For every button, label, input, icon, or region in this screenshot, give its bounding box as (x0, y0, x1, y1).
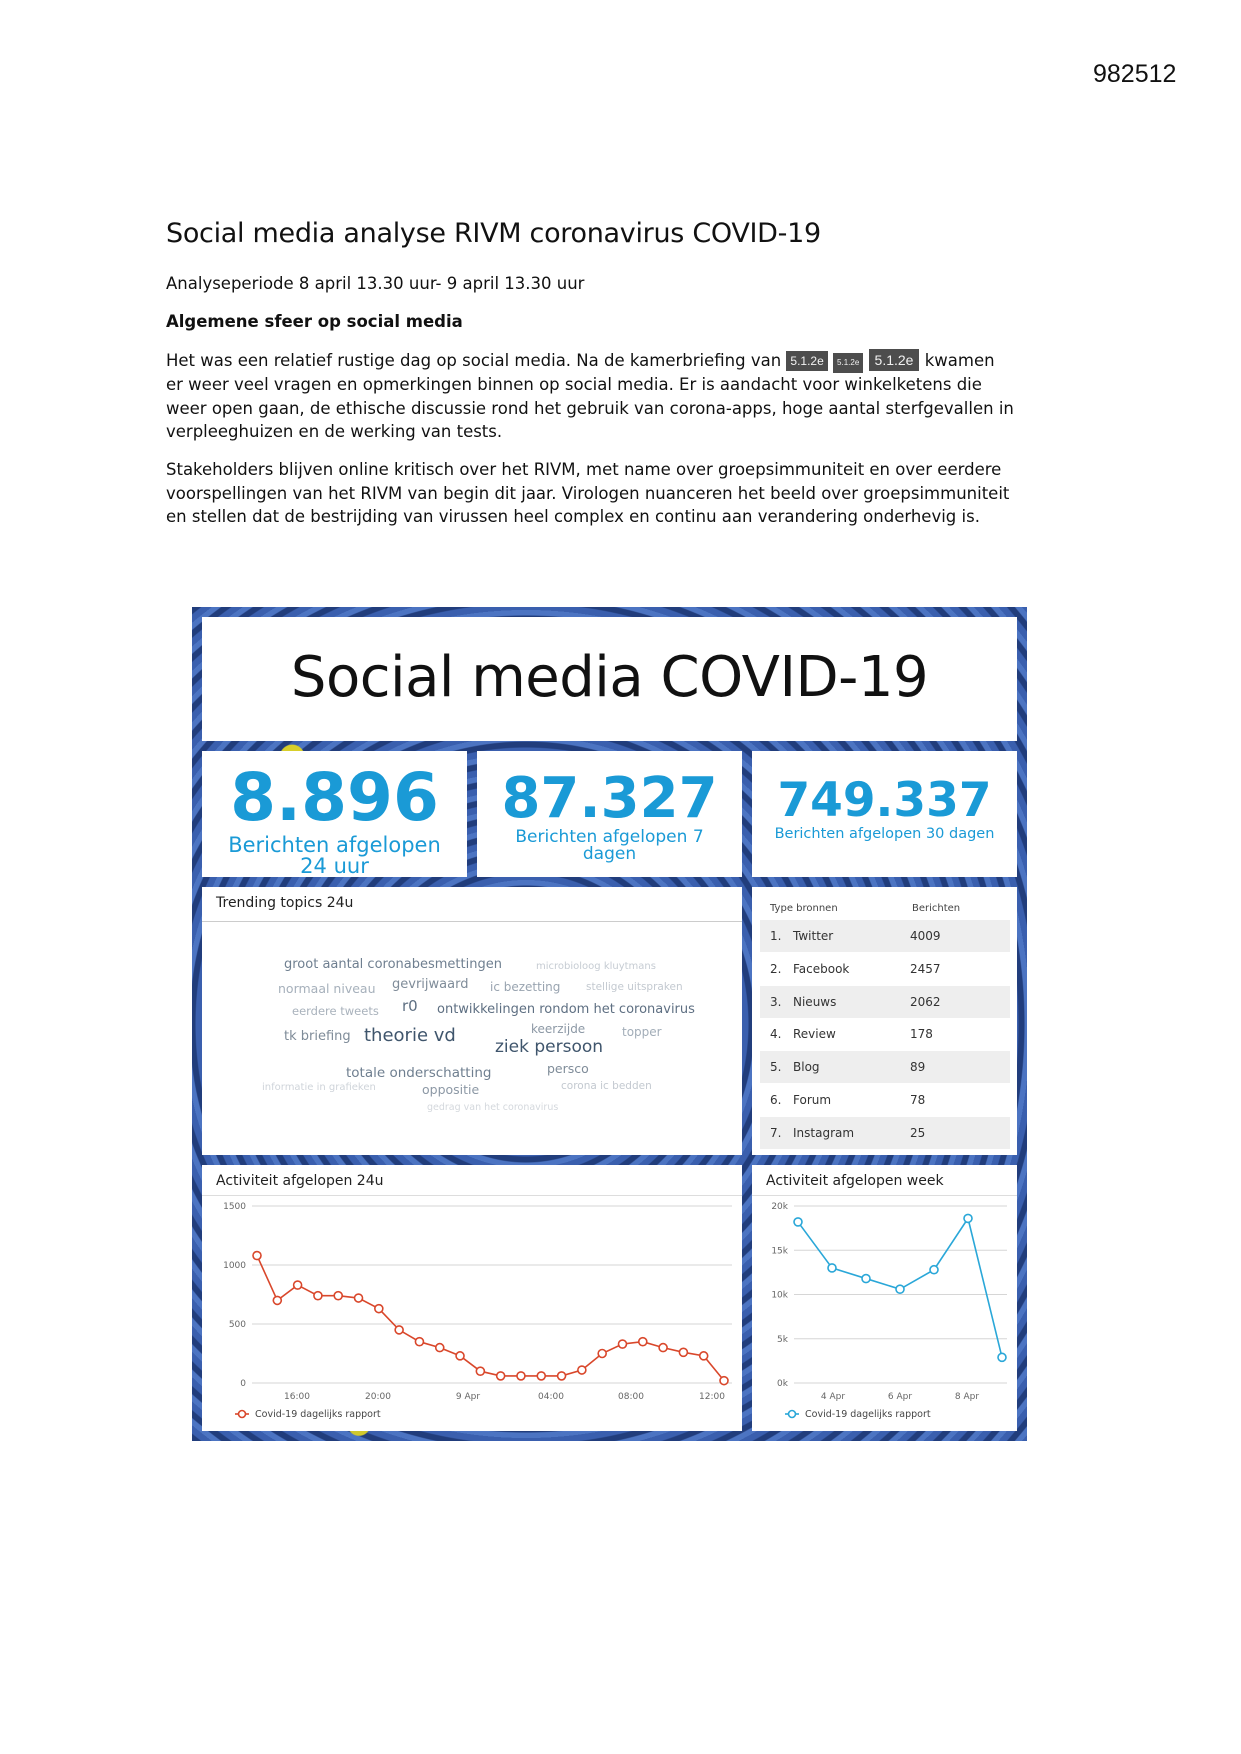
data-point (375, 1305, 383, 1313)
column-header-type: Type bronnen (770, 903, 838, 914)
topic-word: r0 (402, 997, 418, 1015)
dashboard-title: Social media COVID-19 (290, 645, 929, 710)
topic-word: ic bezetting (490, 980, 561, 994)
data-point (578, 1366, 586, 1374)
redaction-marker: 5.1.2e (869, 349, 920, 371)
sources-row (760, 986, 1010, 1018)
data-point (930, 1266, 938, 1274)
row-count: 178 (910, 1027, 933, 1042)
activity-week-card (752, 1165, 1017, 1431)
data-point (618, 1340, 626, 1348)
data-point (415, 1338, 423, 1346)
topic-word: totale onderschatting (346, 1065, 492, 1081)
stat-24h (202, 751, 467, 877)
y-tick-label: 5k (777, 1334, 788, 1345)
legend-label: Covid-19 dagelijks rapport (255, 1409, 381, 1420)
row-rank: 1. (770, 929, 782, 943)
sources-table (752, 887, 1017, 1155)
stat-30d (752, 751, 1017, 877)
row-source-name: Facebook (793, 961, 850, 976)
paragraph-intro-end: kwamen er weer veel vragen en opmerkingen binnen op social media. Er is aandacht voor winkelketens die weer open gaan, de ethische discussie rond het gebruik van corona-apps, hoge aantal sterfgevallen in verpleeghuizen en de werking van tests. (166, 351, 1014, 441)
data-point (720, 1377, 728, 1385)
data-point (659, 1344, 667, 1352)
legend-marker (239, 1411, 246, 1418)
section-heading: Algemene sfeer op social media (166, 312, 463, 331)
data-point (436, 1344, 444, 1352)
data-point (828, 1264, 836, 1272)
page-title: Social media analyse RIVM coronavirus COVID-19 (166, 218, 821, 249)
data-point (314, 1292, 322, 1300)
dashboard-header (202, 617, 1017, 741)
data-point (355, 1294, 363, 1302)
data-point (253, 1252, 261, 1260)
topic-word: normaal niveau (278, 981, 376, 996)
data-point (639, 1338, 647, 1346)
paragraph-intro (166, 349, 1016, 444)
topic-word: stellige uitspraken (586, 981, 683, 993)
activity-24h-title: Activiteit afgelopen 24u (216, 1173, 384, 1189)
data-point (334, 1292, 342, 1300)
topic-word: groot aantal coronabesmettingen (284, 957, 502, 972)
paragraph-stakeholders: Stakeholders blijven online kritisch over het RIVM, met name over groepsimmuniteit en over eerdere voorspellingen van het RIVM van begin dit jaar. Virologen nuanceren het beeld over groepsimmuniteit en stellen dat de bestrijding van virussen heel complex en continu aan verandering onderhevig is. (166, 460, 1010, 526)
data-point (558, 1372, 566, 1380)
y-tick-label: 15k (771, 1246, 788, 1257)
data-point (998, 1353, 1006, 1361)
x-tick-label: 20:00 (365, 1392, 391, 1402)
topic-word: tk briefing (284, 1029, 351, 1044)
data-point (794, 1218, 802, 1226)
topic-word: oppositie (422, 1082, 480, 1097)
redaction-marker: 5.1.2e (833, 353, 863, 373)
trending-topics-card (202, 887, 742, 1155)
sources-row (760, 920, 1010, 952)
data-point (964, 1214, 972, 1222)
row-count: 78 (910, 1093, 926, 1107)
y-tick-label: 0k (777, 1379, 788, 1389)
data-point (273, 1296, 281, 1304)
topic-word: gedrag van het coronavirus (427, 1102, 559, 1113)
topic-word: persco (547, 1061, 589, 1076)
activity-24h-card (202, 1165, 742, 1431)
y-tick-label: 10k (771, 1290, 788, 1301)
row-source-name: Blog (793, 1060, 820, 1075)
dashboard-image (192, 607, 1027, 1441)
stat-label: Berichten afgelopen 7 dagen (515, 827, 704, 864)
row-count: 2062 (910, 994, 941, 1009)
data-point (456, 1352, 464, 1360)
topic-word: ziek persoon (495, 1037, 604, 1057)
stat-value: 749.337 (777, 773, 992, 828)
topic-word: informatie in grafieken (262, 1082, 376, 1093)
x-tick-label: 8 Apr (954, 1392, 980, 1402)
data-point (862, 1275, 870, 1283)
sources-row (760, 953, 1010, 985)
sources-row (760, 1018, 1010, 1050)
legend-label: Covid-19 dagelijks rapport (805, 1409, 931, 1420)
y-tick-label: 20k (771, 1202, 788, 1212)
x-tick-label: 9 Apr (455, 1392, 481, 1402)
y-tick-label: 1500 (223, 1202, 246, 1212)
stat-label: Berichten afgelopen 24 uur (228, 833, 441, 878)
trending-topics-title: Trending topics 24u (216, 895, 354, 911)
document-number: 982512 (1093, 60, 1177, 88)
row-rank: 5. (770, 1060, 782, 1075)
row-rank: 4. (770, 1027, 782, 1042)
y-tick-label: 500 (228, 1320, 246, 1330)
sources-row (760, 1051, 1010, 1083)
x-tick-label: 4 Apr (820, 1392, 846, 1402)
topic-word: gevrijwaard (392, 977, 469, 992)
topic-word: keerzijde (531, 1022, 586, 1036)
topic-word: eerdere tweets (292, 1004, 379, 1018)
x-tick-label: 6 Apr (887, 1392, 913, 1402)
sources-row (760, 1117, 1010, 1149)
row-rank: 2. (770, 961, 782, 976)
row-rank: 6. (770, 1093, 782, 1107)
x-tick-label: 12:00 (699, 1392, 725, 1402)
data-point (896, 1285, 904, 1293)
data-point (537, 1372, 545, 1380)
row-source-name: Instagram (793, 1125, 855, 1140)
topic-word: corona ic bedden (561, 1080, 652, 1092)
sources-row (760, 1084, 1010, 1116)
stat-label: Berichten afgelopen 30 dagen (774, 826, 995, 842)
row-count: 4009 (910, 929, 941, 943)
data-point (476, 1367, 484, 1375)
data-point (598, 1350, 606, 1358)
series-line (257, 1256, 724, 1381)
data-point (497, 1372, 505, 1380)
row-count: 25 (910, 1125, 926, 1140)
data-point (395, 1326, 403, 1334)
data-point (294, 1281, 302, 1289)
topic-word: topper (622, 1025, 662, 1039)
x-tick-label: 08:00 (618, 1392, 644, 1402)
topic-word: microbioloog kluytmans (536, 961, 656, 972)
x-tick-label: 16:00 (284, 1392, 310, 1402)
column-header-count: Berichten (912, 903, 961, 914)
topic-word: theorie vd (364, 1025, 456, 1046)
legend-marker (789, 1411, 796, 1418)
stat-value: 87.327 (501, 766, 718, 831)
data-point (679, 1348, 687, 1356)
row-source-name: Twitter (793, 929, 834, 943)
y-tick-label: 0 (240, 1379, 246, 1389)
paragraph-intro-start: Het was een relatief rustige dag op social media. Na de kamerbriefing van (166, 351, 787, 370)
x-tick-label: 04:00 (538, 1392, 564, 1402)
divider (202, 921, 742, 922)
row-count: 2457 (910, 961, 941, 976)
activity-24h-chart (202, 1165, 742, 1431)
data-point (517, 1372, 525, 1380)
row-count: 89 (910, 1060, 926, 1075)
analysis-period: Analyseperiode 8 april 13.30 uur- 9 april 13.30 uur (166, 274, 585, 293)
data-point (700, 1352, 708, 1360)
stat-7d (477, 751, 742, 877)
topic-word: ontwikkelingen rondom het coronavirus (437, 1002, 695, 1017)
activity-week-title: Activiteit afgelopen week (766, 1173, 944, 1189)
row-rank: 3. (770, 994, 782, 1009)
row-source-name: Nieuws (793, 994, 837, 1009)
redaction-marker: 5.1.2e (786, 351, 827, 371)
stat-value: 8.896 (230, 759, 439, 836)
row-source-name: Review (793, 1027, 836, 1042)
row-source-name: Forum (793, 1093, 832, 1107)
activity-week-chart (752, 1165, 1017, 1431)
y-tick-label: 1000 (223, 1261, 246, 1271)
row-rank: 7. (770, 1125, 782, 1140)
